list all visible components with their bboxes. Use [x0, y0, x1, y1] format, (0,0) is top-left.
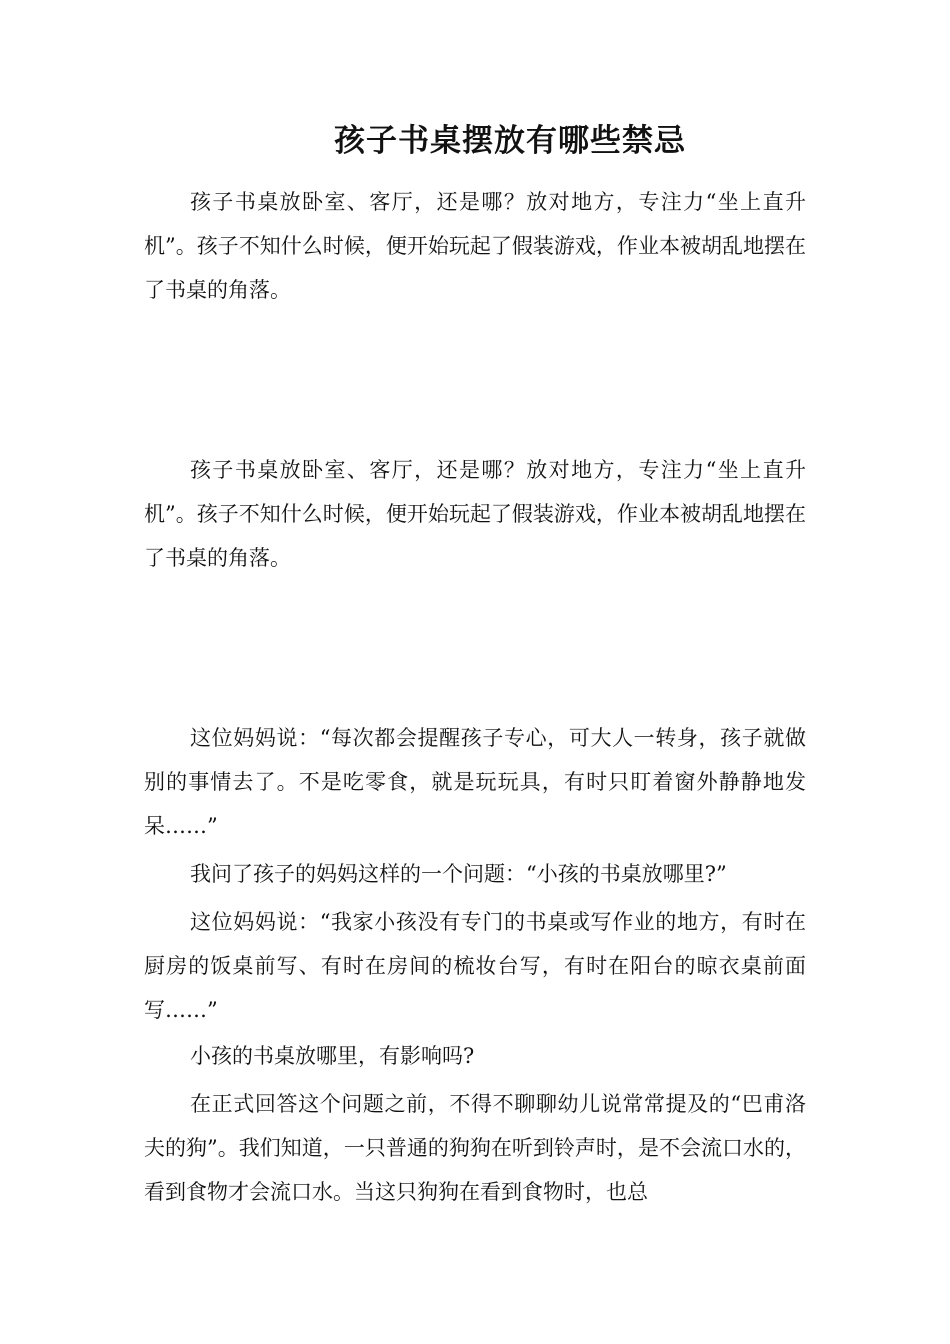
paragraph-5: 这位妈妈说：“我家小孩没有专门的书桌或写作业的地方，有时在厨房的饭桌前写、有时在房间的梳妆台写，有时在阳台的晾衣桌前面写……” — [144, 910, 806, 1022]
paragraph-4: 我问了孩子的妈妈这样的一个问题：“小孩的书桌放哪里?” — [190, 862, 727, 886]
paragraph-6: 小孩的书桌放哪里，有影响吗? — [190, 1044, 475, 1068]
paragraph-2: 孩子书桌放卧室、客厅，还是哪？放对地方，专注力“坐上直升机”。孩子不知什么时候，便开始玩起了假装游戏，作业本被胡乱地摆在了书桌的角落。 — [144, 458, 806, 570]
paragraph-3: 这位妈妈说：“每次都会提醒孩子专心，可大人一转身，孩子就做别的事情去了。不是吃零食，就是玩玩具，有时只盯着窗外静静地发呆……” — [144, 726, 806, 838]
paragraph-7: 在正式回答这个问题之前，不得不聊聊幼儿说常常提及的“巴甫洛夫的狗”。我们知道，一只普通的狗狗在听到铃声时，是不会流口水的，看到食物才会流口水。当这只狗狗在看到食物时，也总 — [144, 1092, 806, 1204]
document-title: 孩子书桌摆放有哪些禁忌 — [334, 123, 686, 159]
paragraph-1: 孩子书桌放卧室、客厅，还是哪？放对地方，专注力“坐上直升机”。孩子不知什么时候，便开始玩起了假装游戏，作业本被胡乱地摆在了书桌的角落。 — [144, 190, 806, 302]
